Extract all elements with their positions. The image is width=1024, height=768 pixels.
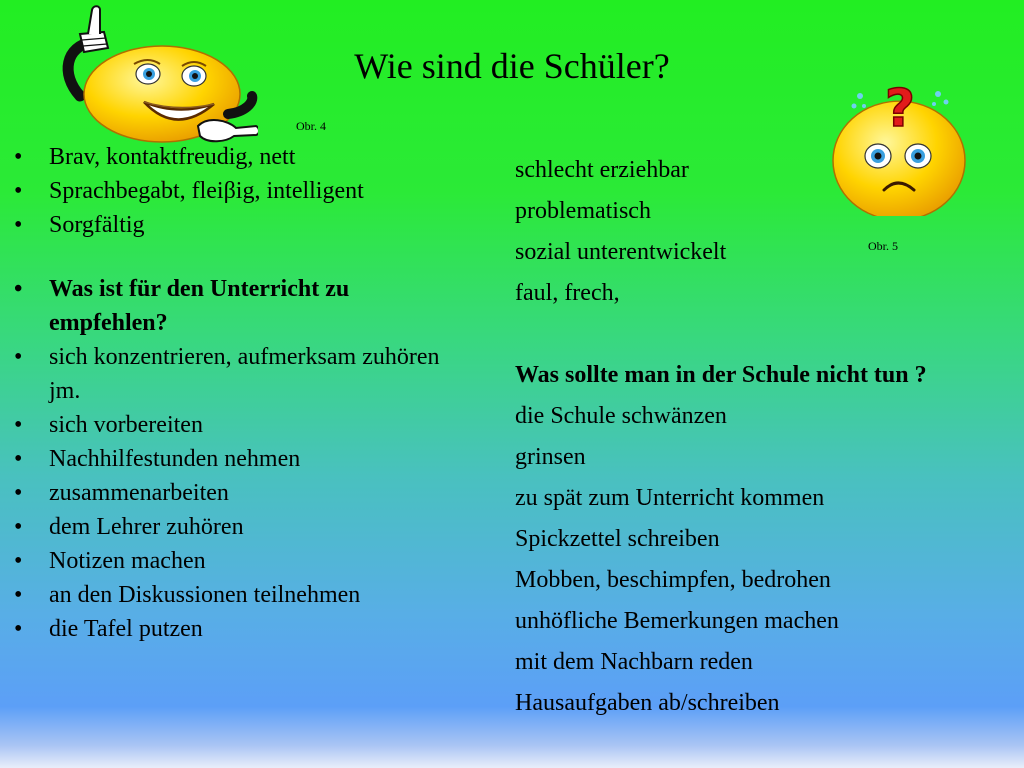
slide-title: Wie sind die Schüler? bbox=[354, 46, 670, 86]
list-item: faul, frech, bbox=[515, 280, 620, 306]
section-heading: Was sollte man in der Schule nicht tun ? bbox=[515, 362, 927, 388]
list-item: • Nachhilfestunden nehmen bbox=[0, 442, 460, 476]
right-text-list bbox=[515, 150, 1015, 724]
list-item: • Notizen machen bbox=[0, 544, 460, 578]
list-item: Mobben, beschimpfen, bedrohen bbox=[515, 567, 831, 593]
list-item: die Schule schwänzen bbox=[515, 403, 727, 429]
bullet-icon: • bbox=[14, 144, 23, 170]
list-item: • Sprachbegabt, fleiβig, intelligent bbox=[0, 174, 460, 208]
list-item: • an den Diskussionen teilnehmen bbox=[0, 578, 460, 612]
list-item: sozial unterentwickelt bbox=[515, 239, 727, 265]
bullet-icon: • bbox=[14, 548, 23, 574]
bullet-icon: • bbox=[14, 480, 23, 506]
list-item: unhöfliche Bemerkungen machen bbox=[515, 608, 839, 634]
list-item: • sich konzentrieren, aufmerksam zuhören jm. bbox=[0, 340, 460, 408]
list-item: mit dem Nachbarn reden bbox=[515, 649, 753, 675]
image-caption-2: Obr. 5 bbox=[868, 239, 898, 253]
list-item: • Sorgfältig bbox=[0, 208, 460, 242]
list-item: • die Tafel putzen bbox=[0, 612, 460, 646]
bullet-icon: • bbox=[14, 514, 23, 540]
list-item: grinsen bbox=[515, 444, 586, 470]
bullet-icon: • bbox=[14, 412, 23, 438]
list-item: zu spät zum Unterricht kommen bbox=[515, 485, 825, 511]
list-item: Hausaufgaben ab/schreiben bbox=[515, 690, 780, 716]
bullet-icon: • bbox=[14, 178, 23, 204]
left-bullet-list bbox=[0, 140, 460, 646]
bullet-icon: • bbox=[14, 344, 23, 370]
list-item: • dem Lehrer zuhören bbox=[0, 510, 460, 544]
smiley-thumbs-up-icon bbox=[58, 4, 258, 146]
list-item: • Brav, kontaktfreudig, nett bbox=[0, 140, 460, 174]
list-item: Spickzettel schreiben bbox=[515, 526, 720, 552]
bullet-icon: • bbox=[14, 616, 23, 642]
image-caption-1: Obr. 4 bbox=[296, 119, 326, 133]
bullet-icon: • bbox=[14, 446, 23, 472]
bullet-icon: • bbox=[14, 212, 23, 238]
section-heading: • Was ist für den Unterricht zu empfehlen? bbox=[0, 272, 460, 340]
list-item: • sich vorbereiten bbox=[0, 408, 460, 442]
svg-text:?: ? bbox=[884, 79, 916, 139]
list-item: problematisch bbox=[515, 198, 651, 224]
list-item: schlecht erziehbar bbox=[515, 157, 689, 183]
list-item: • zusammenarbeiten bbox=[0, 476, 460, 510]
bullet-icon: • bbox=[14, 582, 23, 608]
bullet-icon: • bbox=[14, 276, 23, 302]
